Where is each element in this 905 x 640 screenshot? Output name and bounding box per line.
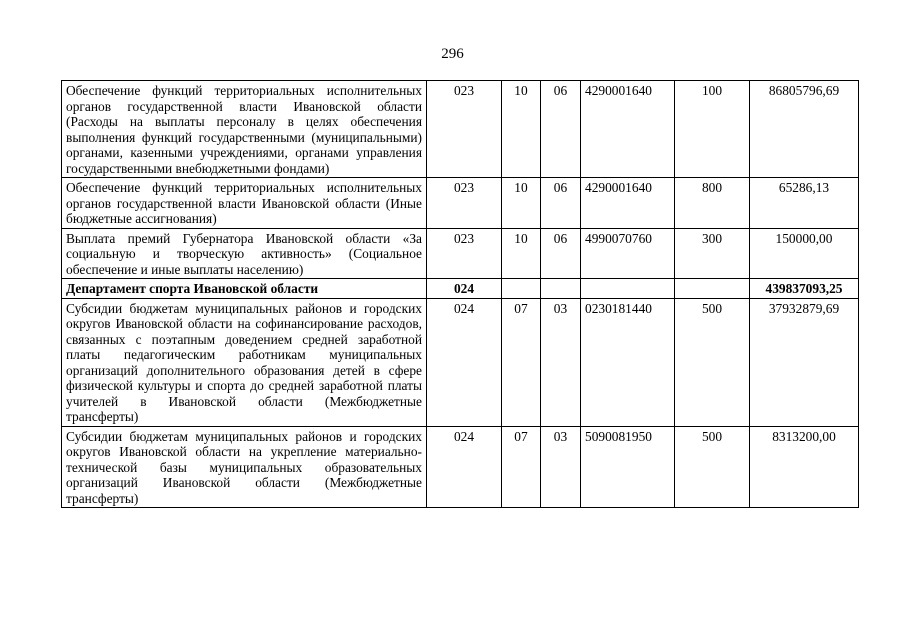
expense-type-code <box>675 279 750 299</box>
target-article-code: 4290001640 <box>581 178 675 229</box>
section-code <box>502 279 541 299</box>
expense-type-code: 300 <box>675 228 750 279</box>
target-article-code: 5090081950 <box>581 426 675 508</box>
page-number: 296 <box>441 46 464 62</box>
ministry-code: 024 <box>427 426 502 508</box>
subsection-code: 06 <box>541 81 581 178</box>
subsection-code: 03 <box>541 426 581 508</box>
target-article-code: 0230181440 <box>581 298 675 426</box>
section-code: 07 <box>502 298 541 426</box>
amount: 65286,13 <box>750 178 859 229</box>
expense-type-code: 500 <box>675 298 750 426</box>
row-description: Выплата премий Губернатора Ивановской области «За социальную и творческую активность» (Социальное обеспечение и иные выплаты населению) <box>62 228 427 279</box>
amount: 37932879,69 <box>750 298 859 426</box>
row-description: Департамент спорта Ивановской области <box>62 279 427 299</box>
ministry-code: 023 <box>427 178 502 229</box>
table-row <box>62 81 859 178</box>
expense-type-code: 500 <box>675 426 750 508</box>
subsection-code: 06 <box>541 178 581 229</box>
section-code: 10 <box>502 178 541 229</box>
section-code: 10 <box>502 81 541 178</box>
ministry-code: 024 <box>427 279 502 299</box>
amount: 86805796,69 <box>750 81 859 178</box>
row-description: Субсидии бюджетам муниципальных районов и городских округов Ивановской области на укрепление материально-технической базы муниципальных образовательных организаций Ивановской области (Межбюджетные трансферты) <box>62 426 427 508</box>
target-article-code <box>581 279 675 299</box>
table-row <box>62 426 859 508</box>
ministry-code: 024 <box>427 298 502 426</box>
table-row <box>62 178 859 229</box>
table-row <box>62 298 859 426</box>
expense-type-code: 100 <box>675 81 750 178</box>
section-code: 07 <box>502 426 541 508</box>
row-description: Субсидии бюджетам муниципальных районов и городских округов Ивановской области на софинансирование расходов, связанных с поэтапным доведением средней заработной платы педагогическим работникам муниципальных организаций дополнительного образования детей в сфере физической культуры и спорта до средней заработной платы учителей в Ивановской области (Межбюджетные трансферты) <box>62 298 427 426</box>
row-description: Обеспечение функций территориальных исполнительных органов государственной власти Ивановской области (Иные бюджетные ассигнования) <box>62 178 427 229</box>
amount: 8313200,00 <box>750 426 859 508</box>
budget-table <box>61 80 859 508</box>
ministry-code: 023 <box>427 81 502 178</box>
row-description: Обеспечение функций территориальных исполнительных органов государственной власти Ивановской области (Расходы на выплаты персоналу в целях обеспечения выполнения функций государственными (муниципальными) органами, казенными учреждениями, органами управления государственными внебюджетными фондами) <box>62 81 427 178</box>
target-article-code: 4290001640 <box>581 81 675 178</box>
section-code: 10 <box>502 228 541 279</box>
amount: 150000,00 <box>750 228 859 279</box>
subsection-code: 06 <box>541 228 581 279</box>
subsection-code: 03 <box>541 298 581 426</box>
subsection-code <box>541 279 581 299</box>
expense-type-code: 800 <box>675 178 750 229</box>
amount: 439837093,25 <box>750 279 859 299</box>
table-row <box>62 279 859 299</box>
table-row <box>62 228 859 279</box>
ministry-code: 023 <box>427 228 502 279</box>
target-article-code: 4990070760 <box>581 228 675 279</box>
